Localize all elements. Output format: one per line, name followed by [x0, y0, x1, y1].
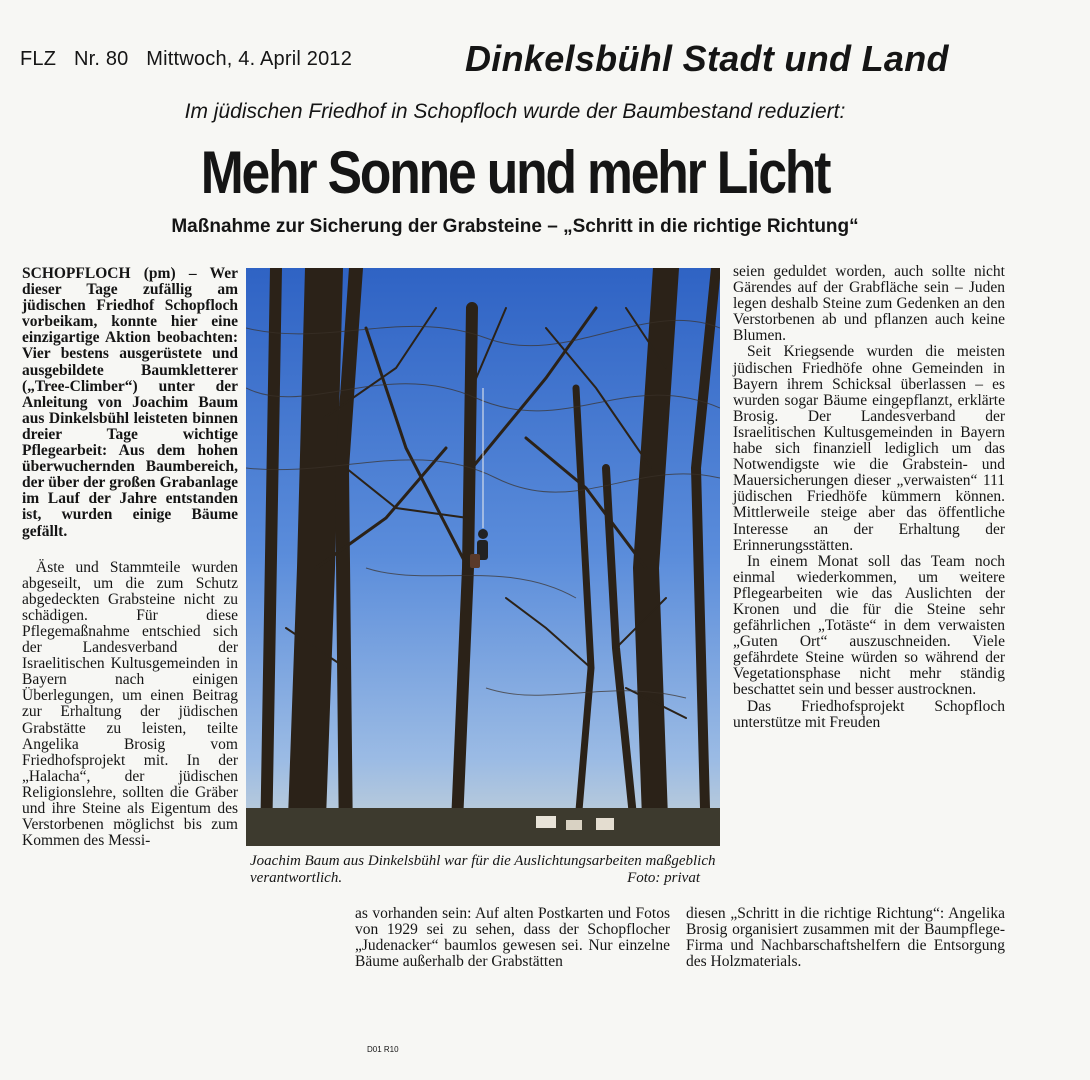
column-left [22, 266, 238, 849]
footer-code: D01 R10 [367, 1045, 399, 1054]
column-middle-bottom [355, 906, 670, 970]
body-paragraph-4-end: diesen „Schritt in die richtige Richtung“: Angelika Brosig organisiert zusammen mit der Baumpflege-Firma und Nachbarschaftshelfern die Entsorgung des Holzmaterials. [686, 905, 1005, 971]
body-paragraph-1: Äste und Stammteile wurden abgeseilt, um die zum Schutz abgedeckten Grabsteine nicht zu schädigen. Für diese Pflegemaßnahme entschied sich der Landesverband der Israelitischen Kultusgemeinden in Bayern nach einigen Überlegungen, um einen Beitrag zur Erhaltung der jüdischen Grabstätte zu leisten, teilte Angelika Brosig vom Friedhofsprojekt mit. In der „Halacha“, der jüdischen Religionslehre, sollten die Gräber und ihre Steine als Eigentum des Verstorbenen möglichst bis zum Kommen des Messi- [22, 558, 238, 850]
section-title: Dinkelsbühl Stadt und Land [465, 38, 949, 79]
body-paragraph-4-start: Das Friedhofsprojekt Schopfloch unterstütze mit Freuden [733, 697, 1005, 731]
lead-paragraph: SCHOPFLOCH (pm) – Wer dieser Tage zufällig am jüdischen Friedhof Schopfloch vorbeikam, konnte hier eine einzigartige Aktion beobachten: Vier bestens ausgerüstete und ausgebildete Baumkletterer („Tree-Climber“) unter der Anleitung von Joachim Baum aus Dinkelsbühl leisteten binnen dreier Tage wichtige Pflegearbeit: Aus dem hohen überwuchernden Baumbereich, der über der großen Grabanlage im Lauf der Jahre entstanden ist, wurden einige Bäume gefällt. [22, 265, 238, 540]
photo-caption [250, 853, 720, 887]
body-paragraph-1-mid: as vorhanden sein: Auf alten Postkarten und Fotos von 1929 sei zu sehen, dass der Schopflocher „Judenacker“ baumlos gewesen sei. Nur einzelne Bäume außerhalb der Grabstätten [355, 905, 670, 971]
paper-name: FLZ [20, 48, 57, 70]
column-right-bottom [686, 906, 1005, 970]
body-paragraph-3: In einem Monat soll das Team noch einmal wiederkommen, um weitere Pflegearbeiten wie das Auslichten der Kronen und die für die Steine sehr gefährlichen „Totäste“ in dem verwaisten „Guten Ort“ auszuschneiden. Viele gefährdete Steine würden so während der Vegetationsphase nicht mehr ständig beschattet sein und besser austrocknen. [733, 552, 1005, 699]
article-photo [246, 268, 720, 846]
article-subheadline: Maßnahme zur Sicherung der Grabsteine – „Schritt in die richtige Richtung“ [171, 216, 859, 237]
tree-climber-photo [246, 268, 720, 846]
caption-text: Joachim Baum aus Dinkelsbühl war für die Auslichtungsarbeiten maßgeblich verantwortlich. [250, 853, 716, 886]
issue-date: Mittwoch, 4. April 2012 [146, 48, 353, 70]
issue-number: Nr. 80 [73, 48, 129, 70]
column-right [733, 264, 1005, 731]
masthead-info [20, 48, 364, 71]
body-paragraph-2: Seit Kriegsende wurden die meisten jüdischen Friedhöfe ohne Gemeinden in Bayern ihrem Schicksal überlassen – es wurden sogar Bäume eingepflanzt, erklärte Brosig. Der Landesverband der Israelitischen Kultusgemeinden in Bayern habe sich finanziell lediglich um das Notwendigste wie die Grabstein- und Mauersicherungen dieser „verwaisten“ 111 jüdischen Friedhöfe kümmern können. Mittlerweile steige aber das öffentliche Interesse an der Erhaltung der Erinnerungsstätten. [733, 343, 1005, 554]
article-headline: Mehr Sonne und mehr Licht [200, 139, 830, 206]
body-paragraph-1-cont: seien geduldet worden, auch sollte nicht Gärendes auf der Grabfläche sein – Juden legen deshalb Steine zum Gedenken an den Verstorbenen ab und pflanzen auch keine Blumen. [733, 263, 1005, 345]
photo-credit: Foto: privat [627, 870, 700, 886]
article-kicker: Im jüdischen Friedhof in Schopfloch wurde der Baumbestand reduziert: [184, 100, 846, 123]
